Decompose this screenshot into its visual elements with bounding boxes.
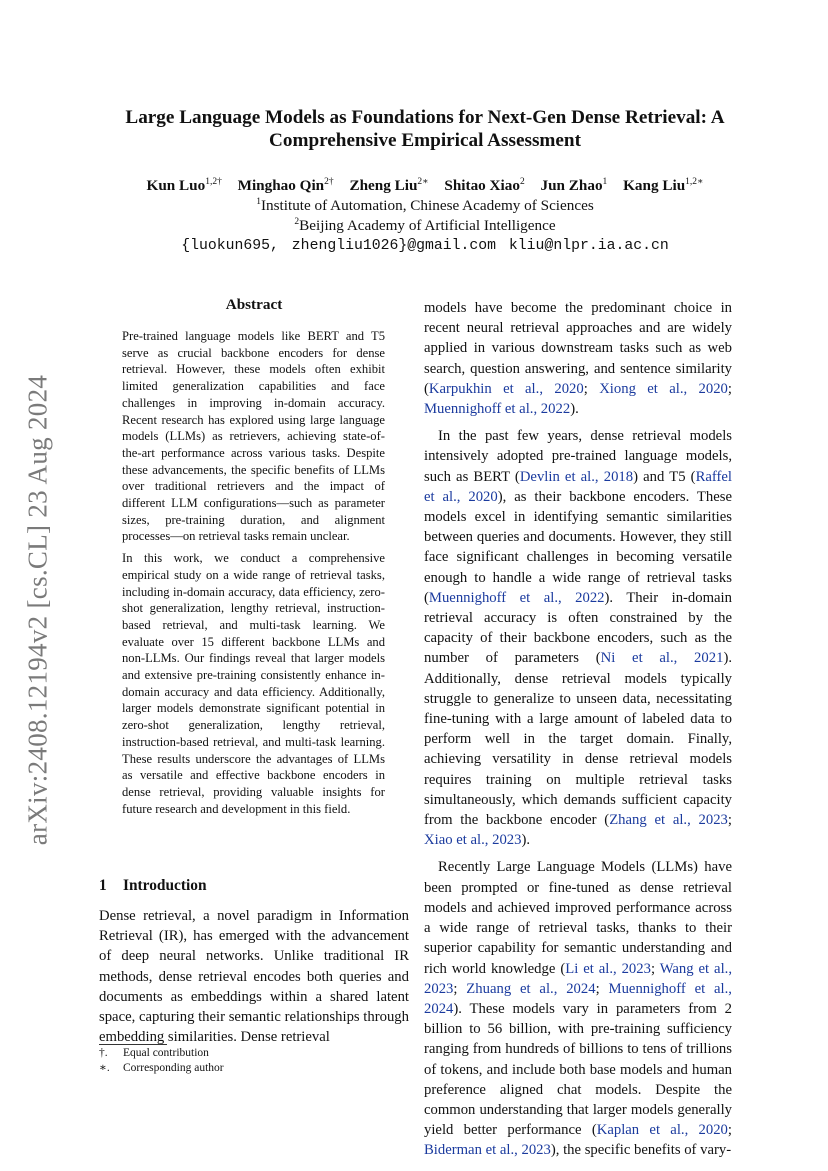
footnote: ∗. Corresponding author — [99, 1061, 224, 1074]
author-names — [60, 176, 790, 196]
author: Shitao Xiao$^2$ — [444, 176, 525, 194]
section-title: Introduction — [123, 877, 207, 894]
citation-link[interactable]: Muennighoff et al., 2022 — [424, 401, 571, 418]
citation-link[interactable]: Muennighoff et al., 2024 — [424, 980, 732, 1017]
body-paragraph: models have become the predominant choice in recent neural retrieval approaches and are widely applied in various downstream tasks such as web search, question answering, and sentence similarity (Karpukhin et al., 2020; Xiong et al., 2020; Muennighoff et al., 2022). — [424, 300, 732, 418]
citation-link[interactable]: Xiao et al., 2023 — [424, 832, 522, 849]
author-block — [60, 176, 790, 256]
footnotes — [99, 1046, 409, 1075]
citation-link[interactable]: Wang et al., 2023 — [424, 960, 733, 997]
citation-link[interactable]: Kaplan et al., 2020 — [596, 1122, 728, 1139]
arxiv-identifier-text: arXiv:2408.12194v2 [cs.CL] 23 Aug 2024 — [22, 374, 53, 846]
citation-link[interactable]: Karpukhin et al., 2020 — [428, 380, 584, 397]
affiliation: $^2$Beijing Academy of Artificial Intelligence — [294, 216, 556, 234]
citation-link[interactable]: Raffel et al., 2020 — [424, 468, 732, 505]
title-line-2: Comprehensive Empirical Assessment — [269, 130, 581, 151]
author: Minghao Qin$^{2\dagger}$ — [237, 176, 334, 194]
intro-left-column — [99, 906, 409, 1047]
citation-link[interactable]: Li et al., 2023 — [565, 960, 651, 977]
citation-link[interactable]: Zhang et al., 2023 — [609, 812, 728, 829]
citation-link[interactable]: Xiong et al., 2020 — [599, 380, 728, 397]
body-paragraph: Recently Large Language Models (LLMs) have been prompted or fine-tuned as dense retrieval models and achieved improved performance across a wide range of retrieval tasks, thanks to their superior capability for semantic understanding and rich world knowledge (Li et al., 2023; Wang et al., 2023; Zhuang et al., 2024; Muennighoff et al., 2024). These models vary in parameters from 2 billion to 56 billion, with pre-training sufficiency ranging from hundreds of billions to tens of trillions of tokens, and include both base models and human preference aligned chat models. Despite the common understanding that larger models generally yield better performance (Kaplan et al., 2020; Biderman et al., 2023), the specific benefits of vary- — [424, 859, 733, 1159]
citation-link[interactable]: Zhuang et al., 2024 — [466, 980, 596, 997]
abstract-paragraph: In this work, we conduct a comprehensive empirical study on a wide range of retrieval tasks, including in-domain accuracy, data efficiency, zero-shot generalization, lengthy retrieval, instruction-based retrieval, and multi-task learning. We evaluate over 15 different backbone LLMs and non-LLMs. Our findings reveal that larger models and extensive pre-training consistently enhance in-domain accuracy and data efficiency. Additionally, larger models demonstrate significant potential in zero-shot generalization, lengthy retrieval, instruction-based retrieval, and multi-task learning. These results underscore the advantages of LLMs as versatile and effective backbone encoders in dense retrieval, providing valuable insights for future research and development in this field. — [122, 551, 385, 816]
body-paragraph: Dense retrieval, a novel paradigm in Information Retrieval (IR), has emerged with the advancement of deep neural networks. Unlike traditional IR methods, dense retrieval encodes both queries and documents as embeddings within a shared latent space, capturing their semantic relationships through embedding similarities. Dense retrieval — [99, 908, 409, 1046]
author: Kang Liu$^{1,2∗}$ — [623, 176, 704, 194]
abstract-paragraph: Pre-trained language models like BERT and T5 serve as crucial backbone encoders for dense retrieval. However, these models often exhibit limited generalization capabilities and face challenges in improving in-domain accuracy. Recent research has explored using large language models (LLMs) as retrievers, achieving state-of-the-art performance across various tasks. Despite these advancements, the specific benefits of LLMs over traditional retrievers and the impact of different LLM configurations—such as parameter sizes, pre-training duration, and alignment processes—on retrieval tasks remain unclear. — [122, 329, 385, 544]
paper-title — [90, 106, 760, 152]
author: Jun Zhao$^1$ — [540, 176, 608, 194]
arxiv-identifier — [18, 360, 58, 860]
footnote: †. Equal contribution — [99, 1047, 209, 1059]
right-column — [424, 298, 732, 1161]
body-paragraph: In the past few years, dense retrieval models intensively adopted pre-trained language models, such as BERT (Devlin et al., 2018) and T5 (Raffel et al., 2020), as their backbone encoders. These models excel in identifying semantic similarities between queries and documents. However, they still face significant challenges in becoming versatile enough to handle a wide range of retrieval tasks (Muennighoff et al., 2022). Their in-domain retrieval accuracy is often constrained by the capacity of their backbone encoders, such as the number of parameters (Ni et al., 2021). Additionally, dense retrieval models typically struggle to generalize to unseen data, necessitating fine-tuning with a large amount of labeled data to perform well in the target domain. Finally, achieving versatility in dense retrieval models requires training on multiple retrieval tasks simultaneously, which demands sufficient capacity from the backbone encoder (Zhang et al., 2023; Xiao et al., 2023). — [424, 428, 733, 849]
abstract-heading: Abstract — [225, 296, 283, 313]
citation-link[interactable]: Biderman et al., 2023 — [424, 1142, 551, 1159]
citation-link[interactable]: Muennighoff et al., 2022 — [428, 589, 605, 606]
footnote-rule — [99, 1044, 167, 1045]
author: Kun Luo$^{1,2\dagger}$ — [146, 176, 222, 194]
abstract-body — [122, 328, 385, 822]
title-line-1: Large Language Models as Foundations for Next-Gen Dense Retrieval: A — [125, 107, 725, 128]
author-emails: {luokun695, zhengliu1026}@gmail.com kliu@nlpr.ia.ac.cn — [181, 238, 669, 254]
section-number: 1 — [99, 877, 107, 894]
citation-link[interactable]: Devlin et al., 2018 — [519, 468, 634, 485]
section-heading — [99, 877, 207, 895]
author: Zheng Liu$^{2∗}$ — [349, 176, 429, 194]
affiliation: $^1$Institute of Automation, Chinese Academy of Sciences — [256, 196, 594, 214]
citation-link[interactable]: Ni et al., 2021 — [600, 650, 724, 667]
